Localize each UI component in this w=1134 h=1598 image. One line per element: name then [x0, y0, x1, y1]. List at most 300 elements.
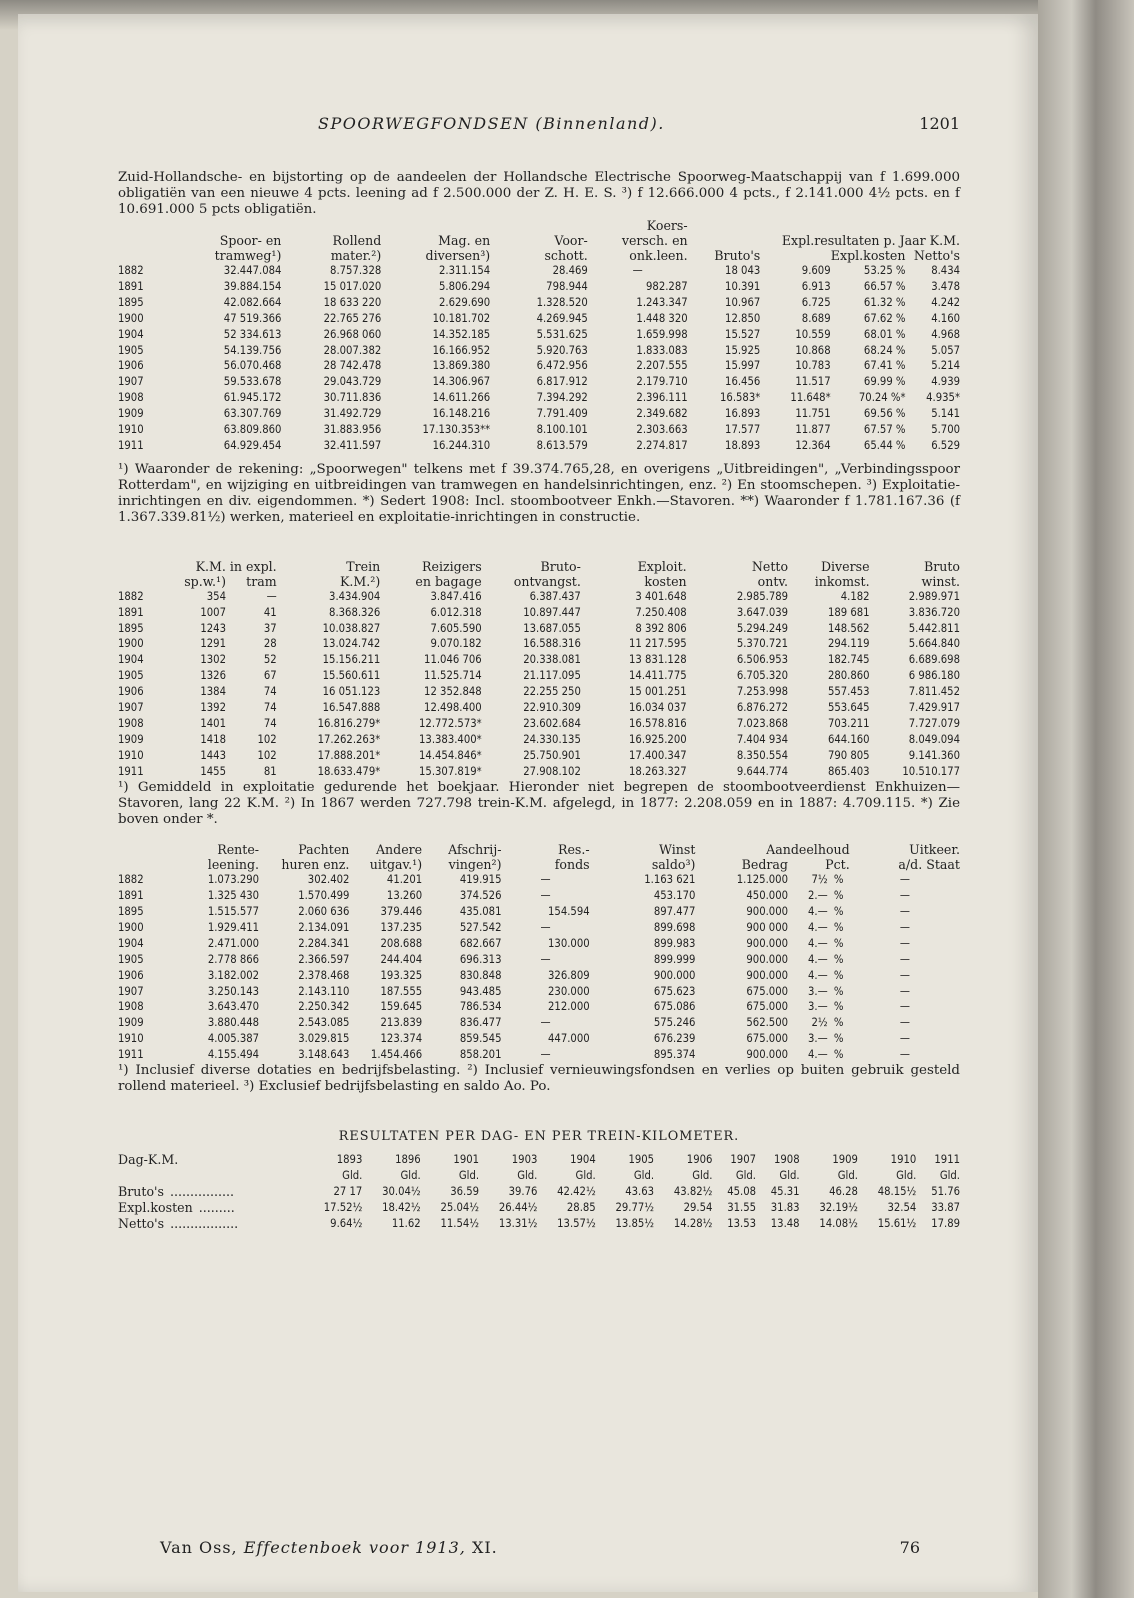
- col-header-nettos: Netto's: [913, 248, 960, 263]
- value-cell: 2.366.597: [298, 952, 350, 966]
- value-cell: 81: [263, 764, 277, 778]
- value-cell: 187.555: [380, 984, 423, 998]
- value-cell: 2.378.468: [298, 968, 350, 982]
- year-cell: 1910: [118, 423, 144, 437]
- col-header-spoor: Spoor- en: [219, 233, 282, 248]
- value-cell: 675.000: [746, 1032, 788, 1046]
- value-cell: 13.31½: [498, 1217, 538, 1231]
- year-cell: 1904: [118, 936, 144, 950]
- value-cell: 5.664.840: [908, 637, 960, 651]
- col-header-onkleen: onk.leen.: [629, 248, 688, 263]
- year-header-cell: 1896: [395, 1153, 421, 1167]
- value-cell: 1302: [200, 653, 226, 667]
- value-cell: 41.201: [386, 873, 423, 887]
- table3-row: [118, 1031, 960, 1047]
- value-cell: 8.757.328: [330, 264, 382, 277]
- note-table1: ¹) Waaronder de rekening: „Spoorwegen" telkens met f 39.374.765,28, en overigens „Uitbreidingen", „Verbindingsspoor Rotterdam", en wijziging en uitbreidingen van tramwegen en handelsinrichtingen, enz. ²) En stoomschepen. ³) Exploitatie-inrichtingen en div. eigendommen. *) Sedert 1908: Incl. stoombootveer Enkh.—Stavoren. **) Waaronder f 1.781.167.36 (f 1.367.339.81½) werken, materieel en exploitatie-inrichtingen in constructie.: [118, 461, 960, 526]
- value-cell: 16.578.816: [629, 716, 687, 730]
- value-cell: 21.117.095: [523, 669, 581, 683]
- value-cell: 696.313: [459, 952, 502, 966]
- value-cell: 11.525.714: [424, 669, 482, 683]
- unit-cell: Gld.: [517, 1169, 538, 1183]
- value-cell: 52: [263, 653, 277, 667]
- value-cell: 11.751: [795, 407, 831, 421]
- balance-table: [118, 218, 960, 454]
- unit-cell: Gld.: [400, 1169, 421, 1183]
- table2-row: [118, 732, 960, 748]
- value-cell: 675.086: [653, 1000, 696, 1014]
- value-cell: 4.—: [808, 904, 828, 918]
- value-cell: 10.038.827: [322, 621, 381, 635]
- value-cell: 858.201: [459, 1048, 502, 1062]
- value-cell: 4.155.494: [207, 1048, 260, 1062]
- col-header-brutos: Bruto's: [714, 248, 761, 263]
- value-cell: %: [833, 873, 844, 887]
- table1-row: [118, 279, 960, 295]
- table1-header-row3: [118, 248, 960, 263]
- col-header-winst3: Winst: [659, 842, 696, 858]
- day-row-label: Bruto's: [118, 1184, 164, 1200]
- col-header-bagage: en bagage: [415, 573, 482, 589]
- col-header-kosten: kosten: [644, 573, 687, 589]
- col-header-winst: winst.: [921, 573, 960, 589]
- value-cell: 1.659.998: [636, 327, 688, 341]
- value-cell: 13.869.380: [432, 359, 491, 373]
- value-cell: 23.602.684: [523, 716, 581, 730]
- table3-header-row2: [118, 857, 960, 872]
- value-cell: 13.024.742: [322, 637, 381, 651]
- year-cell: 1900: [118, 311, 144, 325]
- value-cell: 5.806.294: [438, 279, 491, 293]
- value-cell: 13.687.055: [523, 621, 581, 635]
- value-cell: 676.239: [653, 1032, 696, 1046]
- value-cell: 9.644.774: [736, 764, 789, 778]
- year-header-cell: 1907: [730, 1153, 756, 1167]
- table1-row: [118, 311, 960, 327]
- value-cell: 943.485: [459, 984, 502, 998]
- value-cell: 7.250.408: [635, 605, 687, 619]
- value-cell: 102: [257, 748, 277, 762]
- value-cell: 29.043.729: [323, 375, 382, 389]
- value-cell: 8.100.101: [536, 423, 588, 437]
- col-header-uitkeer: Uitkeer.: [909, 842, 960, 858]
- value-cell: 64.929.454: [223, 438, 282, 452]
- value-cell: 22.255 250: [523, 685, 581, 699]
- table3-row: [118, 984, 960, 1000]
- year-cell: 1891: [118, 605, 144, 619]
- table3-row: [118, 999, 960, 1015]
- value-cell: 193.325: [380, 968, 423, 982]
- note-table2: ¹) Gemiddeld in exploitatie gedurende het boekjaar. Hieronder niet begrepen de stoombootveerdienst Enkhuizen—Stavoren, lang 22 K.M. ²) In 1867 werden 727.798 trein-K.M. afgelegd, in 1877: 2.208.059 en in 1887: 4.709.115. *) Zie boven onder *.: [118, 779, 960, 827]
- table1-row: [118, 343, 960, 359]
- value-cell: 70.24 %*: [858, 391, 906, 405]
- table2-row: [118, 668, 960, 684]
- col-header-res: Res.-: [557, 842, 590, 858]
- value-cell: 17.52½: [323, 1201, 363, 1215]
- value-cell: 244.404: [380, 952, 423, 966]
- year-cell: 1882: [118, 264, 144, 277]
- col-header-diverse: Diverse: [820, 558, 870, 574]
- value-cell: 15.156.211: [322, 653, 381, 667]
- value-cell: 24.330.135: [523, 732, 581, 746]
- value-cell: 32.19½: [819, 1201, 858, 1215]
- value-cell: 1.515.577: [207, 904, 260, 918]
- value-cell: 6.705.320: [736, 669, 789, 683]
- value-cell: 16.583*: [720, 391, 761, 405]
- value-cell: 790 805: [827, 748, 870, 762]
- table1-row: [118, 327, 960, 343]
- value-cell: 26.44½: [498, 1201, 538, 1215]
- col-header-tram: tram: [246, 573, 277, 589]
- book-spine: [1038, 0, 1134, 1598]
- value-cell: %: [833, 1000, 844, 1014]
- value-cell: 182.745: [827, 653, 870, 667]
- year-cell: 1891: [118, 889, 144, 903]
- value-cell: 2.629.690: [438, 295, 491, 309]
- value-cell: 8.368.326: [329, 605, 381, 619]
- day-years-row: [118, 1152, 960, 1168]
- value-cell: 675.623: [653, 984, 696, 998]
- value-cell: 12 352.848: [424, 685, 482, 699]
- value-cell: 1392: [200, 701, 226, 715]
- unit-cell: Gld.: [342, 1169, 363, 1183]
- value-cell: 703.211: [827, 716, 870, 730]
- value-cell: —: [899, 1000, 910, 1014]
- value-cell: 895.374: [653, 1048, 696, 1062]
- table2-row: [118, 621, 960, 637]
- value-cell: %: [833, 936, 844, 950]
- table3-row: [118, 936, 960, 952]
- value-cell: 899.698: [653, 920, 696, 934]
- leader-dots: .........: [198, 1200, 235, 1216]
- value-cell: 7.394.292: [536, 391, 588, 405]
- table3-row: [118, 920, 960, 936]
- value-cell: 16.148.216: [432, 407, 491, 421]
- value-cell: 4.242: [931, 295, 960, 309]
- value-cell: 2.143.110: [298, 984, 350, 998]
- value-cell: 29.77½: [615, 1201, 655, 1215]
- table3-row: [118, 904, 960, 920]
- table3-header-row1: [118, 842, 960, 857]
- unit-cell: Gld.: [939, 1169, 960, 1183]
- value-cell: 2.134.091: [298, 920, 350, 934]
- year-cell: 1908: [118, 716, 144, 730]
- day-result-row: [118, 1216, 960, 1232]
- value-cell: 4.182: [840, 589, 870, 603]
- value-cell: 562.500: [746, 1016, 788, 1030]
- value-cell: 3.182.002: [207, 968, 260, 982]
- value-cell: 67.62 %: [863, 311, 906, 325]
- value-cell: 26.968 060: [323, 327, 382, 341]
- col-header-bedrag: Bedrag: [741, 857, 788, 873]
- value-cell: 8.350.554: [736, 748, 789, 762]
- col-header-uitgav: uitgav.¹): [369, 857, 423, 873]
- value-cell: 16.925.200: [629, 732, 687, 746]
- value-cell: 52 334.613: [223, 327, 282, 341]
- value-cell: —: [632, 264, 643, 277]
- table2-row: [118, 748, 960, 764]
- value-cell: 18.42½: [382, 1201, 421, 1215]
- col-header-bruto: Bruto-: [540, 558, 581, 574]
- table2-row: [118, 605, 960, 621]
- value-cell: 900.000: [746, 952, 788, 966]
- year-header-cell: 1901: [453, 1153, 480, 1167]
- year-cell: 1904: [118, 327, 144, 341]
- value-cell: 575.246: [653, 1016, 696, 1030]
- col-header-voor: Voor-: [554, 233, 588, 248]
- table1-header-row2: [118, 233, 960, 248]
- table1-header-row1: [118, 218, 960, 233]
- day-km-label: Dag-K.M.: [118, 1152, 179, 1168]
- unit-cell: Gld.: [692, 1169, 713, 1183]
- value-cell: 899.999: [653, 952, 696, 966]
- value-cell: 11.877: [795, 423, 831, 437]
- value-cell: 16.034 037: [629, 701, 687, 715]
- value-cell: —: [899, 984, 910, 998]
- value-cell: 7.404 934: [736, 732, 789, 746]
- value-cell: 675.000: [746, 1000, 788, 1014]
- table2-header-row1: [118, 559, 960, 574]
- col-header-trein: Trein: [346, 558, 381, 574]
- value-cell: 1401: [200, 716, 226, 730]
- value-cell: 3.847.416: [430, 589, 482, 603]
- value-cell: 10.897.447: [523, 605, 581, 619]
- value-cell: 39.76: [508, 1185, 538, 1199]
- year-cell: 1908: [118, 391, 144, 405]
- year-cell: 1895: [118, 295, 144, 309]
- value-cell: 897.477: [653, 904, 696, 918]
- value-cell: 47 519.366: [223, 311, 282, 325]
- value-cell: 4.—: [808, 1048, 828, 1062]
- value-cell: 1.163 621: [644, 873, 696, 887]
- col-header-pachten: Pachten: [298, 842, 350, 858]
- value-cell: —: [899, 904, 910, 918]
- value-cell: 6.387.437: [529, 589, 581, 603]
- value-cell: 68.01 %: [863, 327, 906, 341]
- value-cell: 4.968: [931, 327, 960, 341]
- value-cell: 230.000: [548, 984, 590, 998]
- value-cell: 4.269.945: [536, 311, 588, 325]
- value-cell: 11.517: [795, 375, 831, 389]
- col-header-leening: leening.: [207, 857, 260, 873]
- value-cell: 2.311.154: [438, 264, 491, 277]
- col-header-versch: versch. en: [621, 233, 688, 248]
- col-header-afschrij: Afschrij-: [448, 842, 502, 858]
- value-cell: 6.817.912: [536, 375, 588, 389]
- value-cell: 982.287: [646, 279, 688, 293]
- year-header-cell: 1905: [628, 1153, 655, 1167]
- year-cell: 1900: [118, 920, 144, 934]
- value-cell: 900.000: [653, 968, 696, 982]
- footer-page-code: 76: [899, 1538, 920, 1557]
- value-cell: 3.880.448: [207, 1016, 260, 1030]
- col-header-mag: Mag. en: [438, 233, 491, 248]
- value-cell: 15.307.819*: [419, 764, 482, 778]
- value-cell: 1326: [200, 669, 226, 683]
- day-row-label: Expl.kosten: [118, 1200, 193, 1216]
- value-cell: 6.876.272: [736, 701, 789, 715]
- value-cell: —: [899, 1032, 910, 1046]
- value-cell: 154.594: [548, 904, 590, 918]
- value-cell: 900.000: [746, 904, 788, 918]
- year-cell: 1909: [118, 732, 144, 746]
- value-cell: 5.920.763: [536, 343, 588, 357]
- year-cell: 1905: [118, 343, 144, 357]
- value-cell: 1.929.411: [207, 920, 260, 934]
- col-header-exploit: Exploit.: [637, 558, 687, 574]
- value-cell: 61.32 %: [863, 295, 906, 309]
- value-cell: 13.383.400*: [419, 732, 482, 746]
- value-cell: 4.005.387: [207, 1032, 260, 1046]
- value-cell: 644.160: [827, 732, 870, 746]
- value-cell: 8.434: [931, 264, 960, 277]
- value-cell: 2.543.085: [298, 1016, 350, 1030]
- year-cell: 1908: [118, 1000, 144, 1014]
- value-cell: 899.983: [653, 936, 696, 950]
- value-cell: 18.633.479*: [317, 764, 381, 778]
- value-cell: —: [540, 920, 551, 934]
- page-footer: [160, 1538, 920, 1557]
- value-cell: 17.577: [725, 423, 761, 437]
- value-cell: —: [540, 952, 551, 966]
- unit-cell: Gld.: [779, 1169, 800, 1183]
- value-cell: 11.648*: [790, 391, 831, 405]
- value-cell: 326.809: [548, 968, 590, 982]
- value-cell: 54.139.756: [223, 343, 282, 357]
- value-cell: 102: [257, 732, 277, 746]
- value-cell: 159.645: [380, 1000, 423, 1014]
- value-cell: 2.060 636: [298, 904, 350, 918]
- col-header-km: K.M.²): [339, 573, 381, 589]
- table3-row: [118, 952, 960, 968]
- value-cell: 3.—: [808, 1000, 828, 1014]
- value-cell: 1443: [200, 748, 226, 762]
- value-cell: 6.472.956: [536, 359, 588, 373]
- year-cell: 1906: [118, 685, 144, 699]
- year-header-cell: 1893: [336, 1153, 363, 1167]
- value-cell: 5.057: [931, 343, 960, 357]
- value-cell: 10.868: [795, 343, 831, 357]
- table1-row: [118, 422, 960, 438]
- value-cell: 900.000: [746, 968, 788, 982]
- value-cell: 1.833.083: [636, 343, 688, 357]
- value-cell: 32.54: [887, 1201, 917, 1215]
- value-cell: 42.082.664: [223, 295, 282, 309]
- year-cell: 1911: [118, 764, 144, 778]
- value-cell: 1384: [200, 685, 226, 699]
- value-cell: %: [833, 889, 844, 903]
- table1-row: [118, 374, 960, 390]
- value-cell: 6.012.318: [430, 605, 482, 619]
- year-cell: 1907: [118, 984, 144, 998]
- day-row-label-cell: [118, 1200, 304, 1216]
- value-cell: —: [899, 968, 910, 982]
- year-cell: 1907: [118, 375, 144, 389]
- value-cell: 5.531.625: [536, 327, 588, 341]
- value-cell: 3.148.643: [298, 1048, 350, 1062]
- table2-row: [118, 716, 960, 732]
- value-cell: 123.374: [380, 1032, 423, 1046]
- value-cell: 13.48: [770, 1217, 800, 1231]
- value-cell: 6.689.698: [908, 653, 960, 667]
- value-cell: 294.119: [827, 637, 870, 651]
- value-cell: 41: [263, 605, 277, 619]
- day-result-row: [118, 1200, 960, 1216]
- value-cell: 2.778 866: [207, 952, 260, 966]
- value-cell: 5.214: [931, 359, 960, 373]
- value-cell: —: [540, 1016, 551, 1030]
- value-cell: 16.166.952: [432, 343, 491, 357]
- value-cell: 1.570.499: [298, 889, 350, 903]
- value-cell: 16.816.279*: [317, 716, 381, 730]
- value-cell: 6.725: [801, 295, 831, 309]
- value-cell: 830.848: [459, 968, 502, 982]
- col-header-fonds: fonds: [554, 857, 590, 873]
- year-cell: 1882: [118, 873, 144, 887]
- value-cell: 3.647.039: [736, 605, 789, 619]
- value-cell: 212.000: [548, 1000, 590, 1014]
- value-cell: 30.04½: [382, 1185, 421, 1199]
- value-cell: 9.141.360: [908, 748, 960, 762]
- value-cell: 31.883.956: [323, 423, 382, 437]
- value-cell: 3.250.143: [207, 984, 260, 998]
- year-cell: 1910: [118, 1032, 144, 1046]
- value-cell: 18 633 220: [323, 295, 382, 309]
- value-cell: 67.57 %: [863, 423, 906, 437]
- value-cell: 9.64½: [330, 1217, 363, 1231]
- col-header-aandeelhoud: Aandeelhoud: [766, 842, 850, 858]
- value-cell: %: [833, 904, 844, 918]
- value-cell: 25.750.901: [523, 748, 581, 762]
- value-cell: 16.456: [725, 375, 761, 389]
- value-cell: 9.070.182: [430, 637, 482, 651]
- value-cell: 3 401.648: [635, 589, 687, 603]
- col-header-schott: schott.: [544, 248, 588, 263]
- value-cell: 11.54½: [440, 1217, 480, 1231]
- value-cell: %: [833, 1016, 844, 1030]
- value-cell: 4.—: [808, 920, 828, 934]
- value-cell: 17.888.201*: [317, 748, 381, 762]
- value-cell: 1.073.290: [207, 873, 260, 887]
- value-cell: 2.989.971: [908, 589, 960, 603]
- footer-author: Van Oss,: [160, 1538, 238, 1557]
- value-cell: 7.791.409: [536, 407, 588, 421]
- value-cell: —: [540, 889, 551, 903]
- running-title: SPOORWEGFONDSEN (Binnenland).: [318, 114, 665, 133]
- value-cell: 18.893: [725, 438, 761, 452]
- value-cell: 5.294.249: [736, 621, 789, 635]
- value-cell: 61.945.172: [223, 391, 282, 405]
- table2-header-row2: [118, 574, 960, 589]
- value-cell: 33.87: [931, 1201, 960, 1215]
- unit-cell: Gld.: [735, 1169, 756, 1183]
- table3-row: [118, 888, 960, 904]
- value-cell: 527.542: [459, 920, 502, 934]
- value-cell: 374.526: [459, 889, 502, 903]
- value-cell: 1.325 430: [207, 889, 260, 903]
- value-cell: 15.925: [725, 343, 761, 357]
- value-cell: 10.783: [795, 359, 831, 373]
- value-cell: 1.125.000: [736, 873, 788, 887]
- year-cell: 1891: [118, 279, 144, 293]
- year-header-cell: 1906: [686, 1153, 713, 1167]
- value-cell: 14.28½: [673, 1217, 713, 1231]
- value-cell: %: [833, 1032, 844, 1046]
- value-cell: 16 051.123: [322, 685, 381, 699]
- day-row-label-cell: [118, 1216, 304, 1232]
- value-cell: 14.454.846*: [419, 748, 482, 762]
- page-content: [118, 114, 960, 1232]
